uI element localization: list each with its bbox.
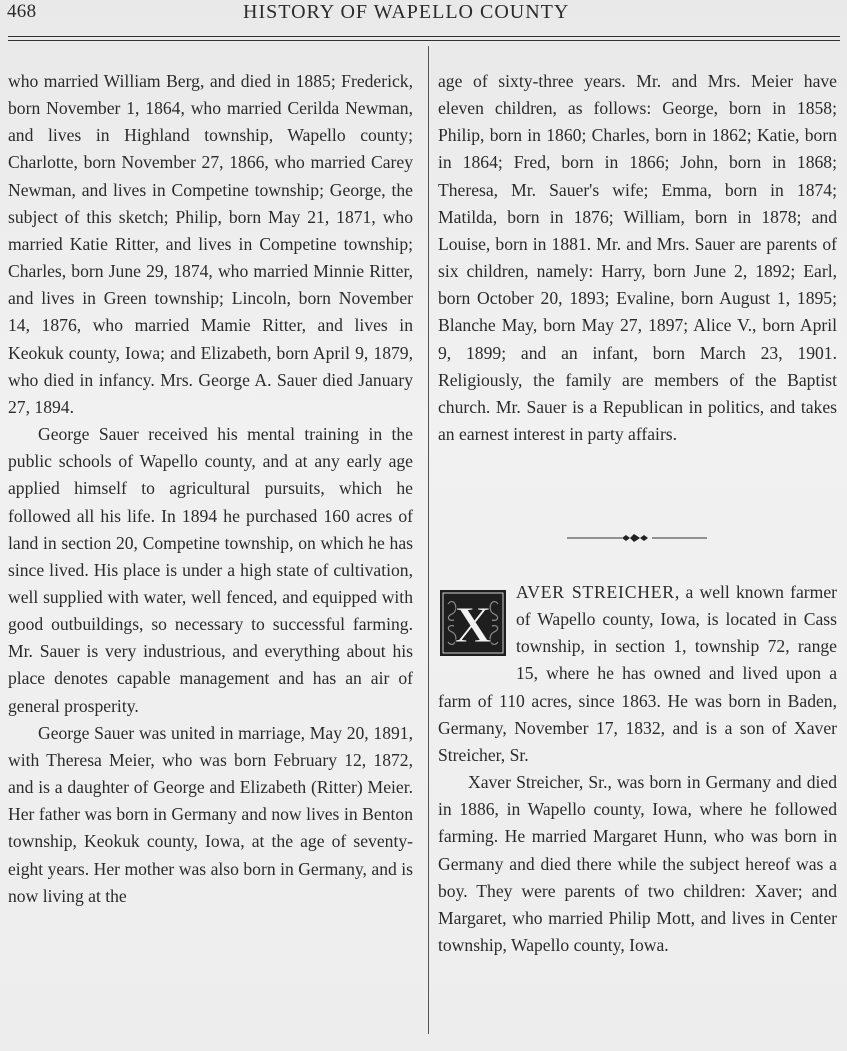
ornamental-initial-icon: [440, 590, 506, 656]
paragraph-meier-children: age of sixty-three years. Mr. and Mrs. Meier have eleven children, as follows: George, born in 1858; Philip, born in 1860; Charles, born in 1862; Katie, born in 1864; Fred, born in 1866; John, born in 1868; Theresa, Mr. Sauer's wife; Emma, born in 1874; Matilda, born in 1876; William, born in 1878; and Louise, born in 1881. Mr. and Mrs. Sauer are parents of six children, namely: Harry, born June 2, 1892; Earl, born October 20, 1893; Evaline, born August 1, 1895; Blanche May, born May 27, 1897; Alice V., born April 9, 1899; and an infant, born March 23, 1901. Religiously, the family are members of the Baptist church. Mr. Sauer is a Republican in politics, and takes an earnest interest in party affairs.: [438, 71, 837, 445]
page-number: 468: [7, 1, 37, 22]
paragraph-streicher-intro-text: , a well known farmer of Wapello county, Iowa, is located in Cass township, in section 1, township 72, range 15, where he has owned and lived upon a farm of 110 acres, since 1863. He was born in Baden, Germany, November 17, 1832, and is a son of Xaver Streicher, Sr.: [438, 582, 837, 765]
paragraph-sauer-family: who married William Berg, and died in 1885; Frederick, born November 1, 1864, who married Cerilda Newman, and lives in Highland township, Wapello county; Charlotte, born November 27, 1866, who married Carey Newman, and lives in Competine township; George, the subject of this sketch; Philip, born May 21, 1871, who married Katie Ritter, and lives in Competine township; Charles, born June 29, 1874, who married Minnie Ritter, and lives in Green township; Lincoln, born November 14, 1876, who married Mamie Ritter, and lives in Keokuk county, Iowa; and Elizabeth, born April 9, 1879, who died in infancy. Mrs. George A. Sauer died January 27, 1894.: [8, 71, 413, 417]
running-head: HISTORY OF WAPELLO COUNTY: [243, 1, 570, 23]
paragraph-sauer-marriage: George Sauer was united in marriage, May 20, 1891, with Theresa Meier, who was born February 12, 1872, and is a daughter of George and Elizabeth (Ritter) Meier. Her father was born in Germany and now lives in Benton township, Keokuk county, Iowa, at the age of seventy-eight years. Her mother was also born in Germany, and is now living at the: [8, 722, 413, 906]
header-rule-bottom: [8, 40, 840, 41]
column-divider: [428, 46, 429, 1034]
section-ornament-icon: [567, 528, 707, 548]
drop-cap-x: [440, 590, 506, 656]
right-column: [438, 68, 837, 448]
paragraph-streicher-father: Xaver Streicher, Sr., was born in Germany and died in 1886, in Wapello county, Iowa, where he followed farming. He married Margaret Hunn, who was born in Germany and died there while the subject hereof was a boy. They were parents of two children: Xaver; and Margaret, who married Philip Mott, and lives in Center township, Wapello county, Iowa.: [438, 772, 837, 956]
sketch-title: AVER STREICHER: [516, 582, 675, 602]
svg-text:X: X: [454, 597, 492, 654]
paragraph-sauer-education: George Sauer received his mental training in the public schools of Wapello county, and at any early age applied himself to agricultural pursuits, which he followed all his life. In 1894 he purchased 160 acres of land in section 20, Competine township, on which he has since lived. His place is under a high state of cultivation, well supplied with water, well fenced, and equipped with good outbuildings, so necessary to successful farming. Mr. Sauer is very industrious, and everything about his place denotes capable management and has an air of general prosperity.: [8, 424, 413, 716]
header-rule-top: [8, 36, 840, 37]
left-column: [8, 68, 413, 910]
